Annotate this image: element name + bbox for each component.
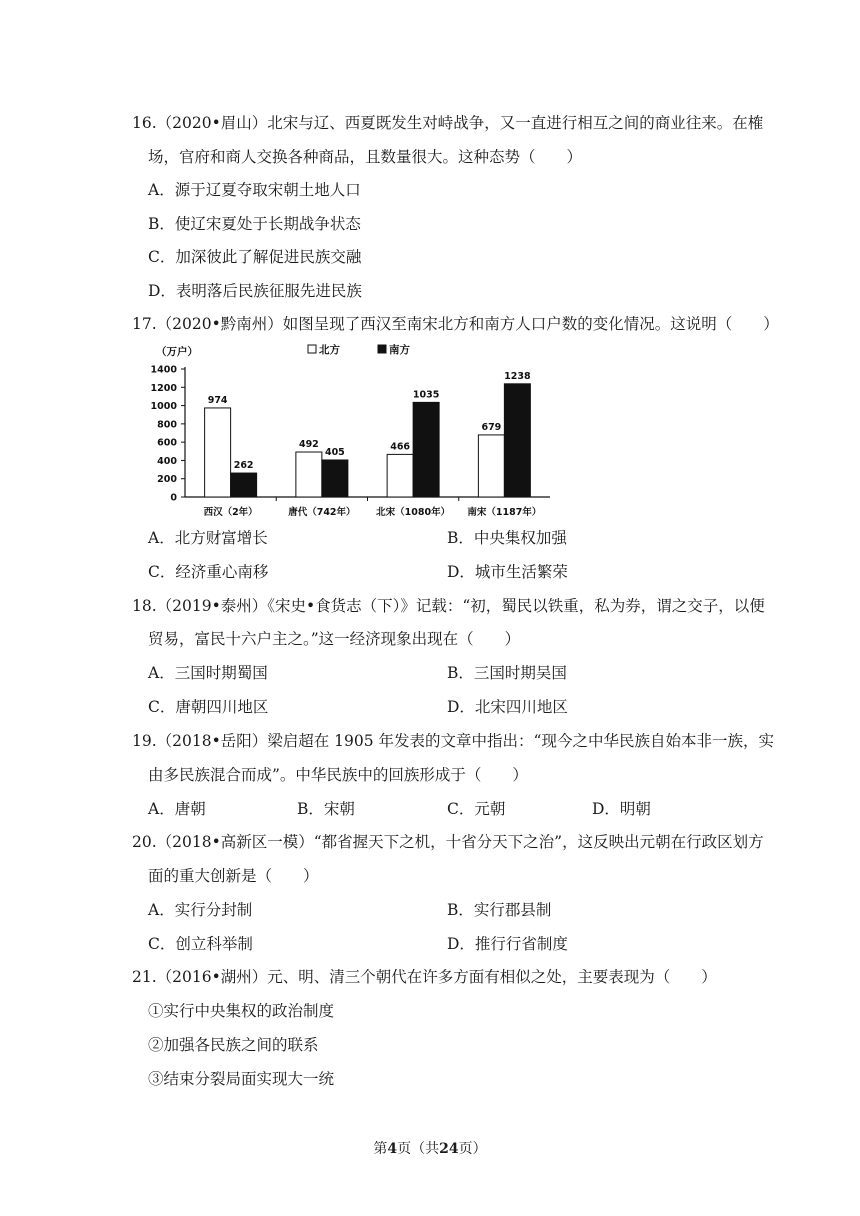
legend-label-1: 北方 [319,344,340,356]
question-21-item-3: ③结束分裂局面实现大一统 [148,1070,335,1088]
data-label: 405 [324,446,345,458]
bar-1-4 [478,435,504,497]
question-21-item-2: ②加强各民族之间的联系 [148,1036,319,1054]
bar-1-1 [205,408,231,497]
question-19-line-1: 19.（2018•岳阳）梁启超在 1905 年发表的文章中指出：“现今之中华民族自始本非一族，实 [132,732,774,750]
footer-total-pages: 24 [439,1141,459,1157]
data-label: 1238 [504,370,531,382]
y-tick-label: 1200 [150,382,177,394]
question-20-option-a: A．实行分封制 [148,901,253,919]
legend-label-2: 南方 [389,344,410,356]
question-19-option-b: B．宋朝 [297,800,355,818]
question-17-line-1: 17.（2020•黔南州）如图呈现了西汉至南宋北方和南方人口户数的变化情况。这说明（ ） [132,315,779,333]
question-18-option-c: C．唐朝四川地区 [148,698,269,716]
legend-swatch-1 [308,345,316,353]
y-tick-label: 1000 [150,401,177,413]
data-label: 492 [298,439,319,451]
question-16-option-c: C．加深彼此了解促进民族交融 [148,248,362,266]
y-axis-label: （万户） [156,346,198,358]
question-20-line-2: 面的重大创新是（ ） [148,867,319,885]
question-16-option-d: D．表明落后民族征服先进民族 [148,282,362,300]
bar-2-1 [231,473,257,497]
question-18-line-2: 贸易，富民十六户主之。”这一经济现象出现在（ ） [148,630,521,648]
question-21-item-1: ①实行中央集权的政治制度 [148,1002,335,1020]
y-tick-label: 200 [157,474,177,486]
x-tick-label: 南宋（1187年） [467,507,542,518]
question-21-line-1: 21.（2016•湖州）元、明、清三个朝代在许多方面有相似之处，主要表现为（ ） [132,968,717,986]
y-tick-label: 400 [157,455,177,467]
question-20-line-1: 20.（2018•高新区一模）“都省握天下之机，十省分天下之治”，这反映出元朝在行政区划方 [132,833,764,851]
question-19-option-a: A．唐朝 [148,800,206,818]
question-20-option-b: B．实行郡县制 [447,901,552,919]
question-16-option-b: B．使辽宋夏处于长期战争状态 [148,215,361,233]
x-tick-label: 唐代（742年） [288,507,356,518]
question-17-option-d: D．城市生活繁荣 [447,563,568,581]
data-label: 974 [207,394,228,406]
bar-2-4 [504,384,530,497]
footer-prefix: 第 [373,1141,388,1157]
footer-suffix: 页） [458,1141,487,1157]
x-tick-label: 北宋（1080年） [376,507,451,518]
y-tick-label: 800 [157,419,177,431]
question-18-option-d: D．北宋四川地区 [447,698,568,716]
bar-2-2 [322,460,348,497]
question-19-option-c: C．元朝 [447,800,506,818]
data-label: 679 [481,421,502,433]
question-19-line-2: 由多民族混合而成”。中华民族中的回族形成于（ ） [148,766,528,784]
question-17-option-a: A．北方财富增长 [148,529,268,547]
question-18-line-1: 18.（2019•泰州）《宋史•食货志（下）》记载：“初，蜀民以铁重，私为券，谓之交子，以便 [132,597,765,615]
question-18-option-a: A．三国时期蜀国 [148,664,268,682]
population-bar-chart [148,339,558,524]
question-16-line-2: 场，官府和商人交换各种商品，且数量很大。这种态势（ ） [148,148,583,166]
y-tick-label: 0 [170,492,177,504]
x-tick-label: 西汉（2年） [203,507,258,518]
y-tick-label: 600 [157,437,177,449]
question-18-option-b: B．三国时期吴国 [447,664,567,682]
question-20-option-d: D．推行行省制度 [447,935,568,953]
question-16-option-a: A．源于辽夏夺取宋朝土地人口 [148,181,361,199]
question-17-option-b: B．中央集权加强 [447,529,567,547]
footer-page-number: 4 [387,1141,398,1157]
question-19-option-d: D．明朝 [592,800,651,818]
data-label: 466 [390,441,411,453]
data-label: 262 [233,460,254,472]
y-tick-label: 1400 [150,364,177,376]
footer-middle: 页（共 [397,1141,440,1157]
question-17-option-c: C．经济重心南移 [148,563,269,581]
page-footer [0,1138,860,1158]
bar-1-3 [387,454,413,497]
data-label: 1035 [412,389,440,401]
bar-2-3 [413,402,439,497]
legend-swatch-2 [378,345,386,353]
question-16-line-1: 16.（2020•眉山）北宋与辽、西夏既发生对峙战争，又一直进行相互之间的商业往来。在榷 [132,114,764,132]
bar-1-2 [296,452,322,497]
question-20-option-c: C．创立科举制 [148,935,253,953]
